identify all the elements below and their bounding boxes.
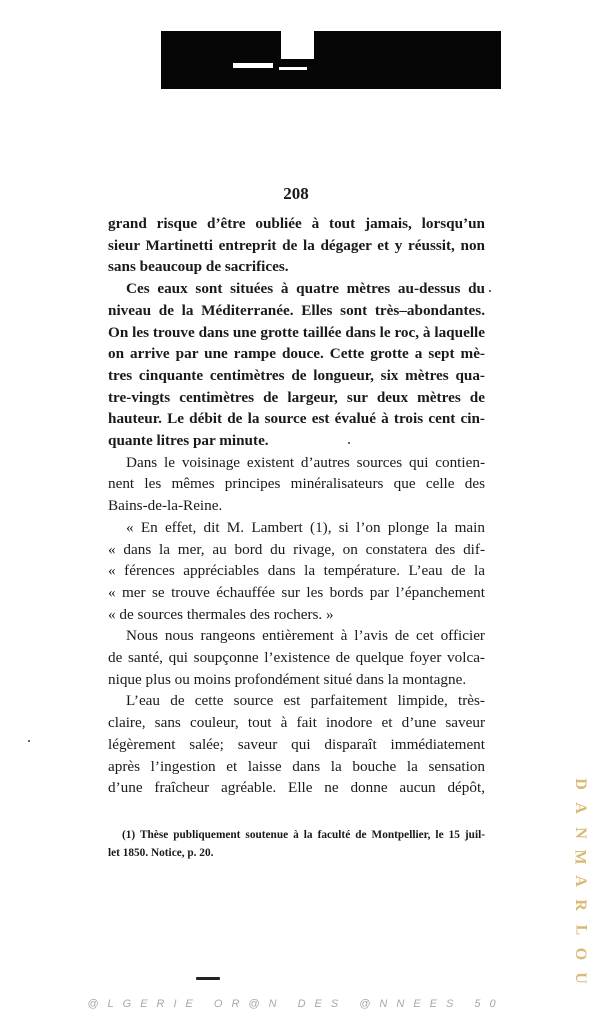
text-line: tre-vingts centimètres de largeur, sur deux mètres de (108, 388, 485, 406)
stamp-letter: M (571, 849, 589, 865)
stamp-letter: L (571, 924, 589, 935)
page-number: 208 (283, 184, 309, 203)
text-line: quante litres par minute. (108, 432, 269, 450)
text-line: nent les mêmes principes minéralisateurs que celle des (108, 475, 485, 493)
text-line: hauteur. Le débit de la source est évalué à trois cent cin- (108, 410, 485, 428)
text-line: Ces eaux sont situées à quatre mètres au-dessus du (126, 280, 485, 298)
text-line: On les trouve dans une grotte taillée dans le roc, à laquelle (108, 323, 485, 341)
text-line: nique plus ou moins profondément situé dans la montagne. (108, 670, 467, 688)
text-line: de santé, qui soupçonne l’existence de quelque foyer volca- (108, 649, 485, 667)
text-line: après l’ingestion et laisse dans la bouche la sensation (108, 757, 485, 775)
text-line: « mer se trouve échauffée sur les bords par l’épanchement (108, 583, 485, 601)
archive-stamp (571, 776, 589, 986)
redaction-streak (233, 63, 273, 68)
paper-speck (28, 740, 30, 742)
footnote-line: (1) Thèse publiquement soutenue à la faculté de Montpellier, le 15 juil- (122, 829, 485, 841)
body-text (108, 213, 485, 799)
stamp-letter: A (572, 802, 589, 815)
text-line: « de sources thermales des rochers. » (108, 605, 334, 623)
paper-speck (489, 290, 491, 292)
footnote-line: let 1850. Notice, p. 20. (108, 847, 214, 859)
stamp-letter: O (571, 947, 589, 960)
text-line: d’une fraîcheur agréable. Elle ne donne aucun dépôt, (108, 779, 485, 797)
text-line: sans beaucoup de sacrifices. (108, 258, 289, 276)
text-line: L’eau de cette source est parfaitement limpide, très- (126, 692, 485, 710)
text-line: sieur Martinetti entreprit de la dégager et y réussit, non (108, 236, 485, 254)
text-line: Dans le voisinage existent d’autres sources qui contien- (126, 453, 485, 471)
text-line: niveau de la Méditerranée. Elles sont très–abondantes. (108, 301, 485, 319)
bottom-dash (196, 977, 220, 980)
text-line: légèrement salée; saveur qui disparaît immédiatement (108, 735, 485, 753)
stamp-letter: A (572, 875, 589, 887)
stamp-letter: D (572, 778, 589, 790)
redaction-bar (161, 31, 501, 89)
text-line: « férences appréciables dans la température. L’eau de la (108, 562, 485, 580)
stamp-letter: R (572, 899, 589, 912)
text-line: claire, sans couleur, tout à fait inodore et d’une saveur (108, 714, 485, 732)
paper-speck (348, 442, 350, 444)
text-line: Nous nous rangeons entièrement à l’avis de cet officier (126, 627, 485, 645)
redaction-streak (279, 67, 307, 70)
text-line: tres cinquante centimètres de longueur, six mètres qua- (108, 366, 485, 384)
footer-band: @LGERIE OR@N DES @NNEES 50 (87, 998, 505, 1010)
text-line: « dans la mer, au bord du rivage, on constatera des dif- (108, 540, 485, 558)
text-line: on arrive par une rampe douce. Cette grotte a sept mè- (108, 345, 485, 363)
text-line: « En effet, dit M. Lambert (1), si l’on plonge la main (126, 518, 485, 536)
text-line: Bains-de-la-Reine. (108, 497, 223, 515)
stamp-letter: N (572, 826, 589, 839)
text-line: grand risque d’être oubliée à tout jamais, lorsqu’un (108, 215, 485, 232)
redaction-notch (281, 31, 314, 59)
footnote (108, 826, 485, 862)
stamp-letter: U (572, 972, 589, 984)
